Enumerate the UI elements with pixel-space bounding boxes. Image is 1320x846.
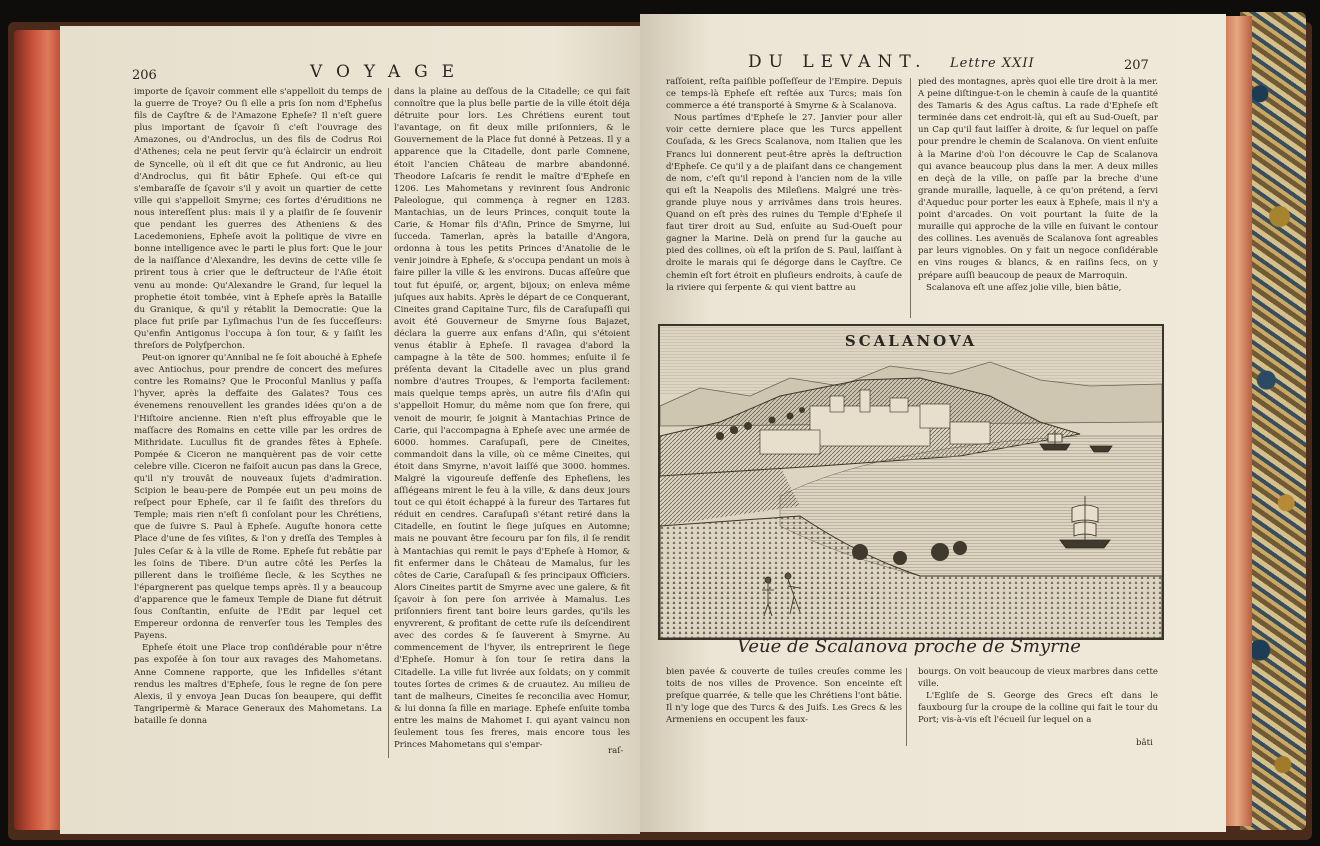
- text-column-2-bottom: [918, 666, 1158, 746]
- text-column-2: [394, 86, 630, 758]
- text-column-1-bottom: [666, 666, 902, 746]
- text-column-2-top: [918, 76, 1158, 320]
- left-page-edges: [14, 30, 62, 830]
- letter-number: Lettre XXII: [950, 56, 1035, 71]
- column-rule: [910, 78, 911, 318]
- catchword: bâti: [1136, 738, 1153, 748]
- paragraph: raſſoient, reſta paiſible poſſeſſeur de l'Empire. Depuis ce temps-là Epheſe eſt reſtée aux Turcs; mais ſon commerce a été transporté à Smyrne & à Scalanova.: [666, 77, 902, 112]
- paragraph: bien pavée & couverte de tuiles creuſes comme les toits de nos villes de Provence. Son enceinte eſt preſque quarrée, & telle que les Chrétiens l'ont bâtie. Il n'y loge que des Turcs & des Juifs. Les Grecs & les Armeniens en occupent les faux-: [666, 667, 902, 726]
- running-head-title: DU LEVANT.: [748, 52, 928, 72]
- paragraph: L'Egliſe de S. George des Grecs eſt dans le fauxbourg ſur la croupe de la colline qui fait le tour du Port; vis-à-vis eſt l'écueil ſur lequel on a: [918, 691, 1158, 726]
- paragraph: dans la plaine au deſſous de la Citadelle; ce qui fait connoître que la plus belle partie de la ville étoit déja détruite pour lors. Les Chrétiens eurent tout l'avantage, on fit deux mille priſonniers, & le Gouvernement de la Place fut donné à Petzeas. Il y a apparence que la Citadelle, dont parle Comnene, étoit l'ancien Château de marbre abandonné. Theodore Laſcaris ſe rendit le maître d'Epheſe en 1206. Les Mahometans y revinrent ſous Andronic Paleologue, qui commença à regner en 1283. Mantachias, un de leurs Princes, conquit toute la Carie, & Homar fils d'Aſin, Prince de Smyrne, lui ſucceda. Tamerlan, après la bataille d'Angora, ordonna à tous les petits Princes d'Anatolie de le venir joindre à Epheſe, & s'occupa pendant un mois à faire piller la ville & les environs. Ducas aſſeûre que tout fut épuiſé, or, argent, bijoux; on enleva même juſques aux habits. Après le départ de ce Conquerant, Cineites grand Capitaine Turc, fils de Caraſupaſſi qui avoit été Gouverneur de Smyrne ſous Bajazet, déclara la guerre aux enfans d'Aſin, qui s'étoient venus établir à Epheſe. Il ravagea d'abord la campagne à la tête de 500. hommes; enſuite il ſe préſenta devant la Citadelle avec un plus grand nombre d'autres Troupes, & l'emporta facilement: mais quelque temps après, un autre fils d'Aſin qui s'appelloit Homur, du même nom que ſon frere, qui venoit de mourir, ſe joignit à Mantachias Prince de Carie, qui l'accompagna à Epheſe avec une armée de 6000. hommes. Caraſupaſi, pere de Cineites, commandoit dans la ville, où ce même Cineites, qui étoit dans Smyrne, n'avoit laiſſé que 3000. hommes. Malgré la vigoureuſe deffenſe des Epheſiens, les aſſiégeans mirent le feu à la ville, & dans deux jours tout ce qui étoit échappé à la fureur des Tartares fut réduit en cendres. Caraſupaſi s'étant retiré dans la Citadelle, en ſoutint le ſiege juſques en Automne; mais ne pouvant être ſecouru par ſon fils, il ſe rendit à Mantachias qui remit le pays d'Epheſe à Homor, & fit enfermer dans le Château de Mamalus, ſur les côtes de Carie, Caraſupaſi & ſes principaux Officiers. Alors Cineites partit de Smyrne avec une galere, & fit ſçavoir à ſon pere ſon arrivée à Mamalus. Les priſonniers firent tant boire leurs gardes, qu'ils les enyvrerent, & profitant de cette ruſe ils deſcendirent avec des cordes & ſe ſauverent à Smyrne. Au commencement de l'hyver, ils entreprirent le ſiege d'Epheſe. Homur à ſon tour ſe retira dans la Citadelle. La ville fut livrée aux ſoldats; on y commit toutes ſortes de crimes & de cruautez. Au milieu de tant de malheurs, Cineites ſe reconcilia avec Homur, & lui donna ſa fille en mariage. Epheſe enſuite tomba entre les mains de Mahomet I. qui ayant vaincu non ſeulement tous ſes freres, mais encore tous les Princes Mahometans qui s'empar-: [394, 87, 630, 751]
- page-number: 207: [1124, 58, 1149, 73]
- text-column-1: [134, 86, 382, 758]
- column-rule: [388, 88, 389, 758]
- plate-caption: Veüe de Scalanova proche de Smyrne: [737, 636, 1081, 657]
- plate-title: SCALANOVA: [844, 332, 978, 350]
- paragraph: Peut-on ignorer qu'Annibal ne ſe ſoit abouché à Epheſe avec Antiochus, pour prendre de concert des meſures contre les Romains? Que le Proconſul Manlius y paſſa l'hyver, après la deffaite des Galates? Tous ces évenemens renouvellent les grandes idées qu'on a de l'Hiſtoire ancienne. Rien n'eſt plus effroyable que le maſſacre des Romains en cette ville par les ordres de Mithridate. Lucullus fit de grandes fêtes à Epheſe. Pompée & Ciceron ne manquèrent pas de voir cette celebre ville. Ciceron ne faiſoit aucun pas dans la Grece, qu'il n'y trouvât de nouveaux ſujets d'admiration. Scipion le beau-pere de Pompée eut un peu moins de reſpect pour Epheſe, car il ſe ſaiſit des threſors du Temple; mais rien n'eſt ſi conſolant pour les Chrétiens, que de ſuivre S. Paul à Epheſe. Auguſte honora cette Place d'une de ſes viſites, & l'on y dreſſa des Temples à Jules Ceſar & à la ville de Rome. Epheſe fut rebâtie par les ſoins de Tibere. D'un autre côté les Perſes la pillerent dans le troiſiéme ſiecle, & les Scythes ne l'épargnerent pas quelque temps après. Il y a beaucoup d'apparence que le fameux Temple de Diane fut détruit ſous Conſtantin, enſuite de l'Edit par lequel cet Empereur ordonna de renverſer tous les Temples des Payens.: [134, 353, 382, 642]
- left-page: [60, 26, 640, 834]
- paragraph: Scalanova eſt une aſſez jolie ville, bien bâtie,: [926, 282, 1122, 293]
- text-column-1-top: [666, 76, 902, 320]
- paragraph: Epheſe étoit une Place trop conſidérable pour n'être pas expoſée à ſon tour aux ravages des Mahometans. Anne Comnene rapporte, que les Infidelles s'étant rendus les maîtres d'Epheſe, ſous le regne de ſon pere Alexis, il y envoya Jean Ducas ſon beaupere, qui deffit Tangripermè & Marace Generaux des Mahometans. La bataille ſe donna: [134, 643, 382, 726]
- paragraph: Nous partîmes d'Epheſe le 27. Janvier pour aller voir cette derniere place que les Turcs appellent Couſada, & les Grecs Scalanova, nom Italien que les Francs lui donnerent peut-être après la deſtruction d'Epheſe. Ce qu'il y a de plaiſant dans ce changement de nom, c'eſt qu'il repond à l'ancien nom de la ville qui eſt la Neapolis des Mileſiens. Malgré une très-grande pluye nous y arrivâmes dans trois heures. Quand on eſt près des ruines du Temple d'Epheſe il faut tirer droit au Sud, enſuite au Sud-Oueſt pour gagner la Marine. Delà on prend ſur la gauche au pied des collines, où eſt la priſon de S. Paul, laiſſant à droite le marais qui ſe dégorge dans le Cayſtre. Ce chemin eſt fort étroit en pluſieurs endroits, à cauſe de la riviere qui ſerpente & qui vient battre au: [666, 113, 902, 293]
- right-page-edges: [1222, 16, 1252, 826]
- page-number: 206: [132, 68, 157, 83]
- column-rule: [906, 668, 907, 746]
- scalanova-view-illustration: [660, 326, 1162, 638]
- paragraph: bourgs. On voit beaucoup de vieux marbres dans cette ville.: [918, 667, 1158, 690]
- running-head: VOYAGE: [310, 62, 469, 82]
- paragraph: pied des montagnes, après quoi elle tire droit à la mer. A peine diſtingue-t-on le chemin à cauſe de la quantité des Tamaris & des Agus caſtus. La rade d'Epheſe eſt terminée dans cet endroit-là, qui eſt au Sud-Oueſt, par un Cap qu'il faut laiſſer à droite, & ſur lequel on paſſe pour prendre le chemin de Scalanova. On vient enſuite à la Marine d'où l'on découvre le Cap de Scalanova qui avance beaucoup plus dans la mer. A deux milles en deçà de la ville, on paſſe par la breche d'une grande muraille, laquelle, à ce qu'on prétend, a ſervi d'Aqueduc pour porter les eaux à Epheſe, mais il n'y a point d'arcades. On voit pourtant la ſuite de la muraille qui approche de la ville en ſuivant le contour des collines. Les avenuës de Scalanova ſont agreables par leurs vignobles. On y fait un negoce conſidérable en vins rouges & blancs, & en raiſins ſecs, on y prépare auſſi beaucoup de peaux de Marroquin.: [918, 77, 1158, 281]
- paragraph: importe de ſçavoir comment elle s'appelloit du temps de la guerre de Troye? Ou ſi elle a pris ſon nom d'Epheſus fils de Cayſtre & de l'Amazone Epheſe? Il n'eſt guere plus important de ſçavoir ſi c'eſt l'ouvrage des Amazones, ou d'Androclus, un des fils de Codrus Roi d'Athenes; cela ne peut ſervir qu'à éclaircir un endroit de Syncelle, où il eſt dit que ce fut Andronic, au lieu d'Androclus, qui fit bâtir Epheſe. Qui eſt-ce qui s'embaraſſe de ſçavoir s'il y avoit un quartier de cette ville qui s'appelloit Smyrne; ces ſortes d'éruditions ne nous intereſſent plus: mais il y a plaiſir de ſe ſouvenir que pendant les guerres des Atheniens & des Lacedemoniens, Epheſe avoit la politique de vivre en bonne intelligence avec le parti le plus fort: Que le jour de la naiſſance d'Alexandre, les devins de cette ville ſe prirent tous à crier que le deſtructeur de l'Aſie étoit venu au monde: Qu'Alexandre le Grand, ſur lequel la prophetie étoit tombée, vint à Epheſe après la Bataille du Granique, & qu'il y rétablit la Democratie: Que la place fut priſe par Lyſimachus l'un de ſes ſucceſſeurs: Qu'enfin Antigonus l'occupa à ſon tour, & y ſaiſit les threſors de Polyſperchon.: [134, 87, 382, 351]
- catchword: raſ-: [608, 746, 624, 756]
- engraving-plate: [658, 324, 1164, 640]
- running-head: [748, 52, 1035, 72]
